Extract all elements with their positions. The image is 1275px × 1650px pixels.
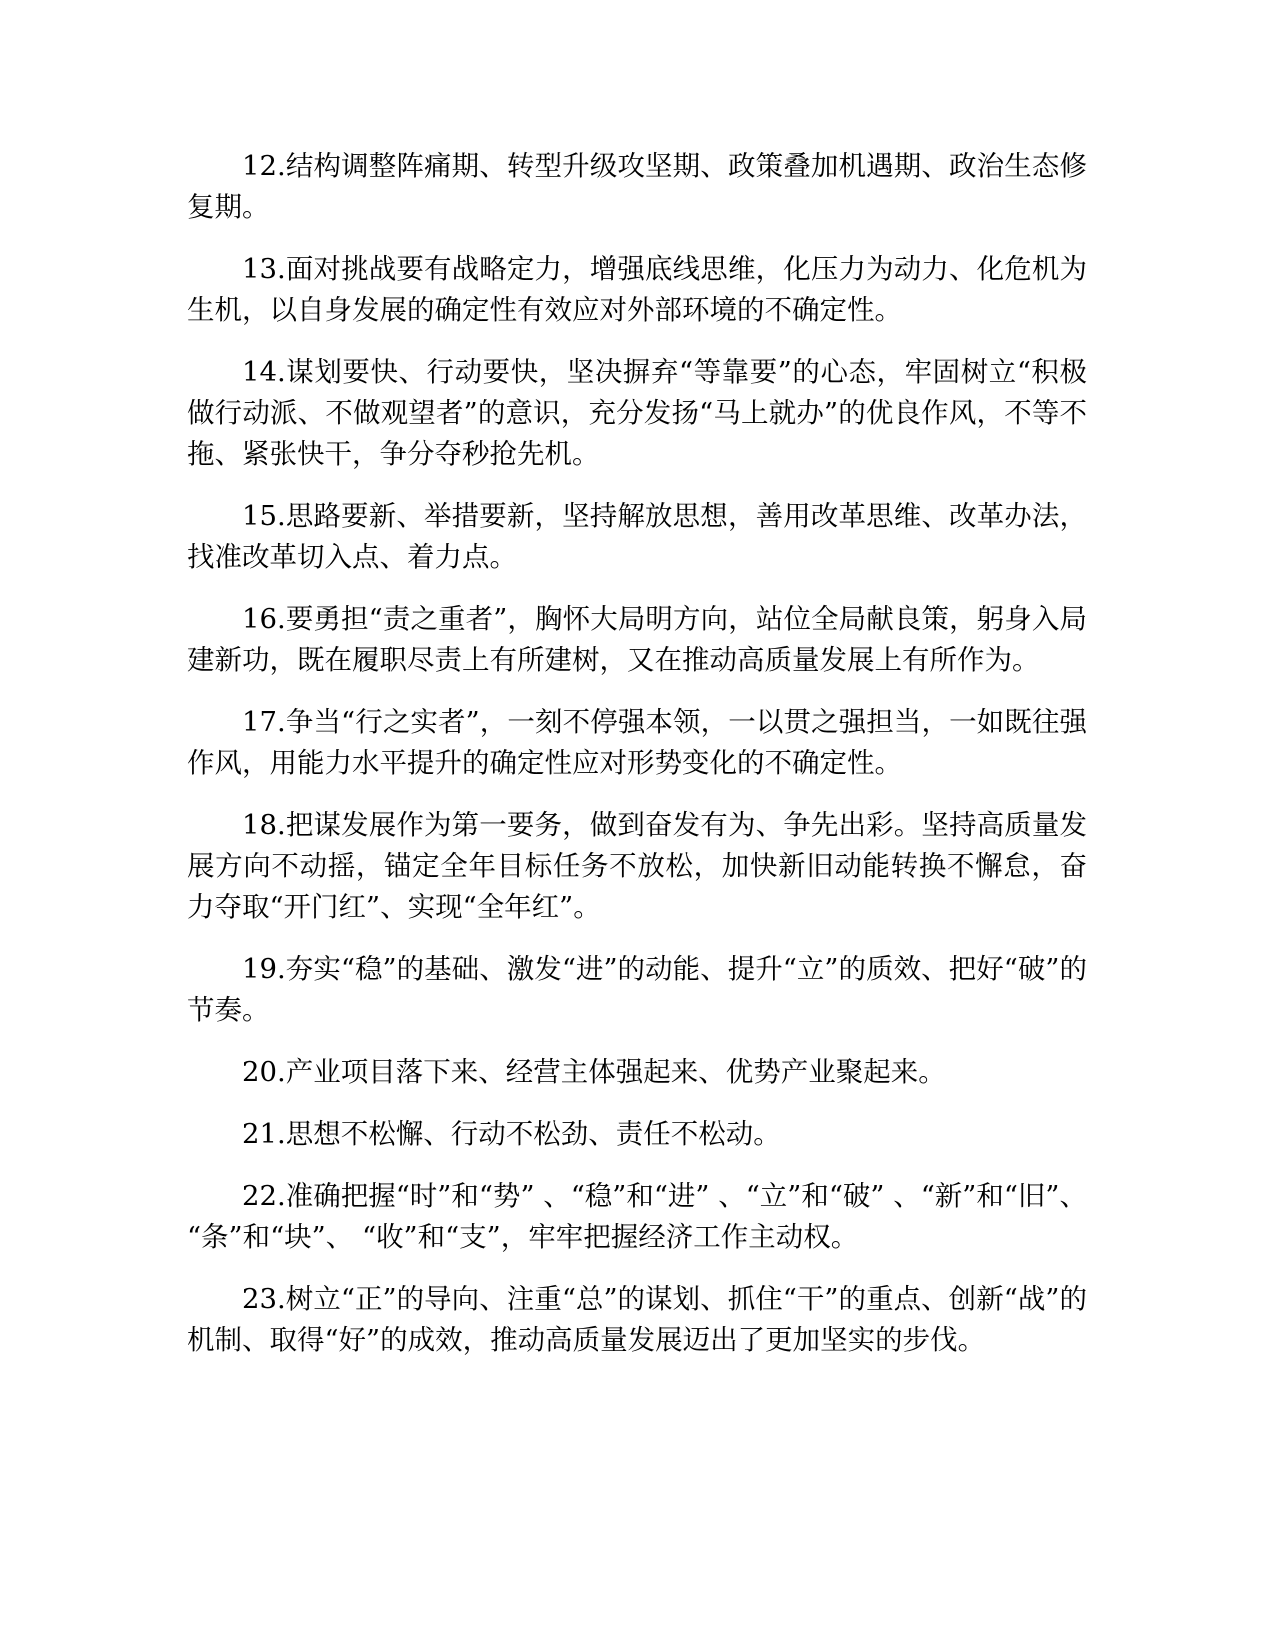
paragraph-22: 22.准确把握“时”和“势” 、“稳”和“进” 、“立”和“破” 、“新”和“旧”、 “条”和“块”、 “收”和“支”，牢牢把握经济工作主动权。	[187, 1180, 1087, 1253]
paragraph-23: 23.树立“正”的导向、注重“总”的谋划、抓住“干”的重点、创新“战”的机制、取得“好”的成效，推动高质量发展迈出了更加坚实的步伐。	[187, 1283, 1087, 1356]
paragraph-13: 13.面对挑战要有战略定力，增强底线思维，化压力为动力、化危机为生机，以自身发展的确定性有效应对外部环境的不确定性。	[187, 253, 1087, 326]
paragraph-21: 21.思想不松懈、行动不松劲、责任不松动。	[242, 1118, 781, 1150]
document-body	[187, 146, 1087, 1382]
paragraph-20: 20.产业项目落下来、经营主体强起来、优势产业聚起来。	[242, 1056, 946, 1088]
paragraph-12: 12.结构调整阵痛期、转型升级攻坚期、政策叠加机遇期、政治生态修复期。	[187, 150, 1087, 223]
paragraph-17: 17.争当“行之实者”，一刻不停强本领，一以贯之强担当，一如既往强作风，用能力水平提升的确定性应对形势变化的不确定性。	[187, 706, 1087, 779]
paragraph-14: 14.谋划要快、行动要快，坚决摒弃“等靠要”的心态，牢固树立“积极做行动派、不做观望者”的意识，充分发扬“马上就办”的优良作风，不等不拖、紧张快干，争分夺秒抢先机。	[187, 356, 1087, 470]
paragraph-16: 16.要勇担“责之重者”，胸怀大局明方向，站位全局献良策，躬身入局建新功，既在履职尽责上有所建树，又在推动高质量发展上有所作为。	[187, 603, 1087, 676]
paragraph-18: 18.把谋发展作为第一要务，做到奋发有为、争先出彩。坚持高质量发展方向不动摇，锚定全年目标任务不放松，加快新旧动能转换不懈怠，奋力夺取“开门红”、实现“全年红”。	[187, 809, 1087, 923]
paragraph-15: 15.思路要新、举措要新，坚持解放思想，善用改革思维、改革办法，找准改革切入点、着力点。	[187, 500, 1087, 573]
paragraph-19: 19.夯实“稳”的基础、激发“进”的动能、提升“立”的质效、把好“破”的节奏。	[187, 953, 1087, 1026]
